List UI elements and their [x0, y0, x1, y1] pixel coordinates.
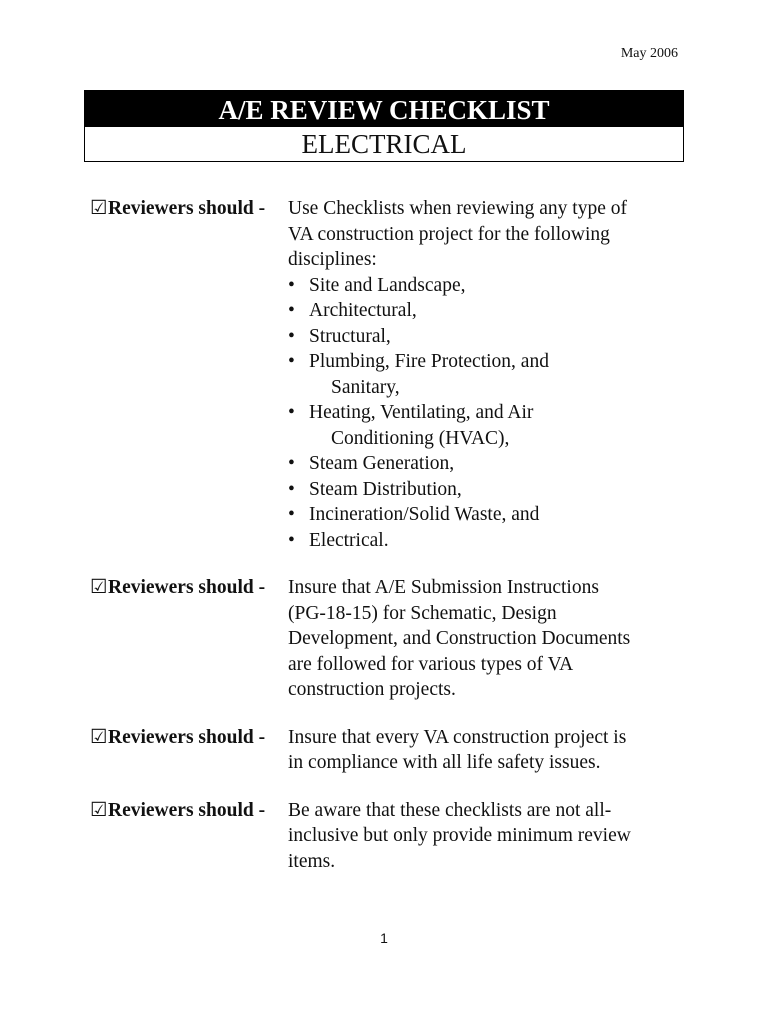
list-item	[288, 298, 690, 324]
checklist-entries	[90, 196, 690, 874]
entry-lead	[90, 725, 265, 751]
document-title: A/E REVIEW CHECKLIST	[85, 91, 683, 127]
entry-body	[288, 798, 690, 875]
list-item-continuation: Sanitary,	[331, 376, 400, 398]
entry-text-line: VA construction project for the following	[288, 223, 610, 245]
list-item-text: Steam Generation,	[309, 453, 455, 474]
entry-text-line: construction projects.	[288, 679, 456, 700]
entry-text-line: Be aware that these checklists are not all-	[288, 799, 612, 821]
entry-lead	[90, 798, 265, 824]
document-subtitle: ELECTRICAL	[301, 129, 467, 159]
entry-lead	[90, 575, 265, 601]
list-item-text: Incineration/Solid Waste, and	[309, 504, 540, 525]
entry-body	[288, 575, 690, 703]
checklist-entry	[90, 798, 690, 875]
entry-lead	[90, 196, 265, 222]
entry-lead-label: Reviewers should -	[108, 799, 266, 821]
page-number: 1	[380, 930, 388, 946]
entry-text-line: Use Checklists when reviewing any type of	[288, 198, 628, 219]
list-item-text: Steam Distribution,	[309, 478, 462, 500]
entry-body	[288, 725, 690, 776]
list-item-text: Architectural,	[309, 300, 417, 321]
entry-text-line: in compliance with all life safety issues.	[288, 752, 601, 773]
checkbox-checked-icon: ☑	[90, 198, 108, 219]
entry-text-line: Insure that every VA construction project is	[288, 726, 627, 748]
discipline-list	[288, 273, 690, 554]
list-item	[288, 451, 690, 477]
checklist-entry	[90, 725, 690, 776]
entry-lead-label: Reviewers should -	[108, 726, 266, 748]
list-item-text: Site and Landscape,	[309, 274, 466, 296]
list-item	[288, 324, 690, 350]
checkbox-checked-icon: ☑	[90, 799, 108, 821]
entry-text-line: items.	[288, 850, 336, 872]
entry-lead-label: Reviewers should -	[108, 198, 266, 219]
list-item	[288, 477, 690, 503]
list-item-continuation: Conditioning (HVAC),	[331, 427, 510, 449]
list-item-text: Structural,	[309, 325, 391, 347]
entry-lead-label: Reviewers should -	[108, 577, 266, 598]
checkbox-checked-icon: ☑	[90, 577, 108, 598]
list-item	[288, 349, 690, 400]
checkbox-checked-icon: ☑	[90, 726, 108, 748]
entry-body	[288, 196, 690, 553]
list-item-text: Plumbing, Fire Protection, and	[309, 351, 549, 372]
checklist-entry	[90, 196, 690, 553]
list-item-text: Heating, Ventilating, and Air	[309, 402, 534, 423]
list-item	[288, 502, 690, 528]
entry-text-line: Insure that A/E Submission Instructions	[288, 577, 599, 598]
entry-text-line: are followed for various types of VA	[288, 653, 574, 675]
checklist-entry	[90, 575, 690, 703]
title-box	[84, 90, 684, 162]
list-item	[288, 273, 690, 299]
entry-text-line: inclusive but only provide minimum review	[288, 825, 631, 846]
entry-text-line: Development, and Construction Documents	[288, 628, 631, 649]
list-item-text: Electrical.	[309, 529, 389, 551]
document-date: May 2006	[620, 46, 678, 61]
list-item	[288, 400, 690, 451]
entry-text-line: disciplines:	[288, 249, 377, 270]
list-item	[288, 528, 690, 554]
entry-text-line: (PG-18-15) for Schematic, Design	[288, 602, 557, 624]
